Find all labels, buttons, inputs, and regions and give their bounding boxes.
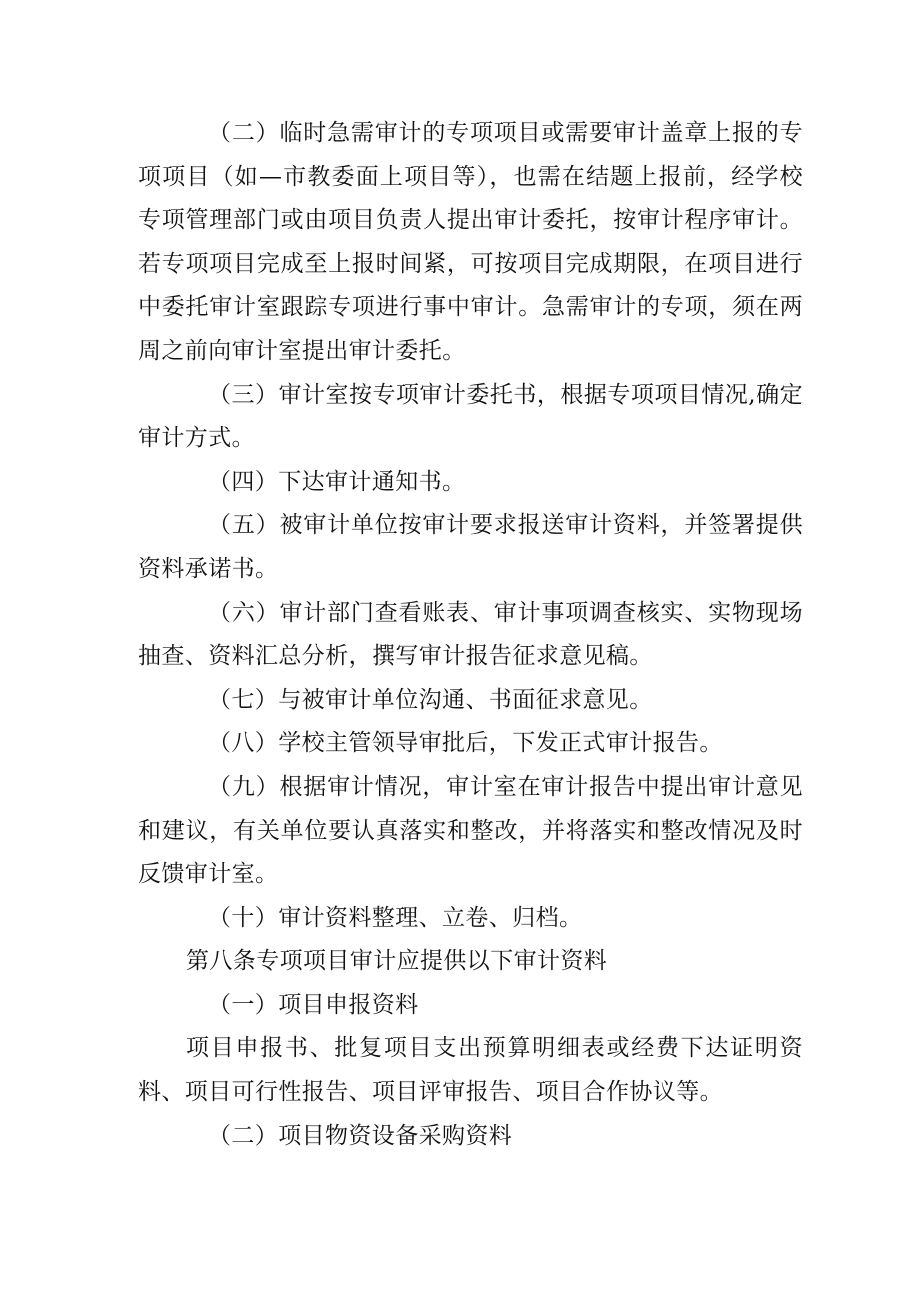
article-8-heading: 第八条专项项目审计应提供以下审计资料 [186, 948, 608, 975]
paragraph-item-5: （五）被审计单位按审计要求报送审计资料，并签署提供资料承诺书。 [138, 512, 803, 582]
subsection-2-heading: （二）项目物资设备采购资料 [208, 1122, 513, 1149]
paragraph-item-8: （八）学校主管领导审批后，下发正式审计报告。 [208, 730, 723, 757]
paragraph-item-10: （十）审计资料整理、立卷、归档。 [208, 904, 583, 931]
paragraph-item-9: （九）根据审计情况，审计室在审计报告中提出审计意见和建议，有关单位要认真落实和整改，并将落实和整改情况及时反馈审计室。 [138, 773, 803, 888]
document-page [138, 112, 803, 1158]
paragraph-item-3: （三）审计室按专项审计委托书，根据专项项目情况,确定审计方式。 [138, 381, 803, 452]
paragraph-item-7: （七）与被审计单位沟通、书面征求意见。 [208, 686, 653, 713]
paragraph-item-6: （六）审计部门查看账表、审计事项调查核实、实物现场抽查、资料汇总分析，撰写审计报告征求意见稿。 [138, 599, 803, 670]
paragraph-item-4: （四）下达审计通知书。 [208, 468, 466, 495]
subsection-1-body: 项目申报书、批复项目支出预算明细表或经费下达证明资料、项目可行性报告、项目评审报告、项目合作协议等。 [138, 1035, 803, 1106]
subsection-1-heading: （一）项目申报资料 [208, 991, 419, 1018]
paragraph-item-2: （二）临时急需审计的专项项目或需要审计盖章上报的专项项目（如—市教委面上项目等），也需在结题上报前，经学校专项管理部门或由项目负责人提出审计委托，按审计程序审计。若专项项目完成至上报时间紧，可按项目完成期限，在项目进行中委托审计室跟踪专项进行事中审计。急需审计的专项，须在两周之前向审计室提出审计委托。 [138, 120, 803, 364]
